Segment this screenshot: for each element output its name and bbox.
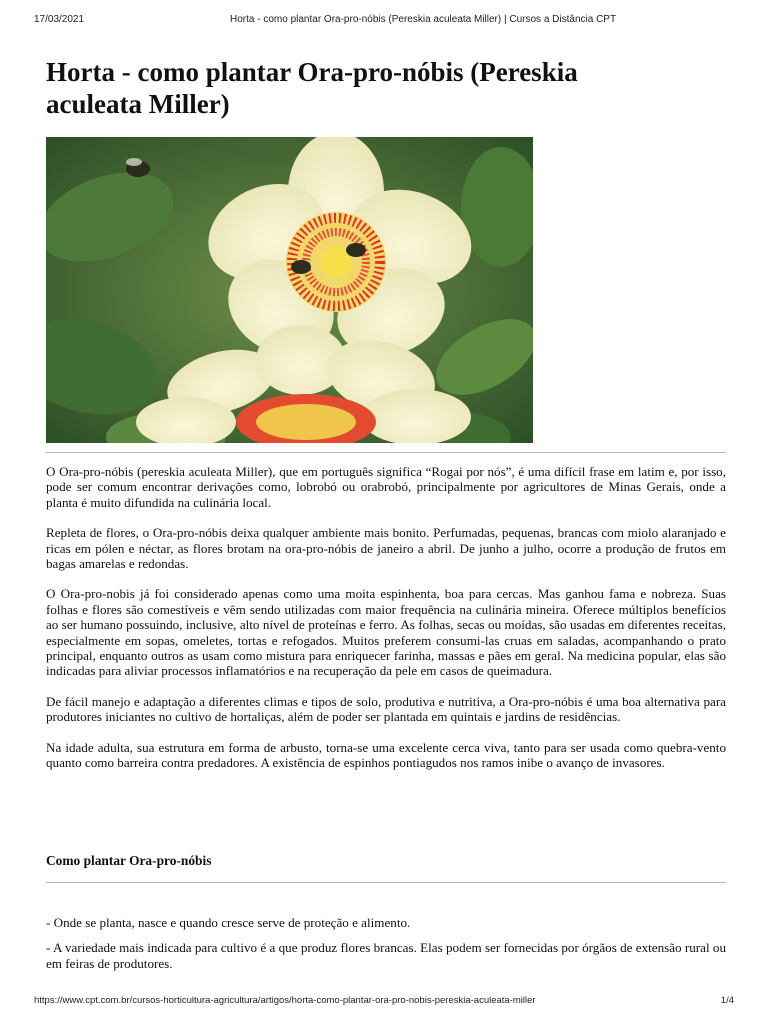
article-body [46,464,726,786]
list-item: - Onde se planta, nasce e quando cresce serve de proteção e alimento. [46,915,411,930]
section-title: Como plantar Ora-pro-nóbis [46,853,212,868]
page-number: 1/4 [720,995,734,1006]
print-page-title: Horta - como plantar Ora-pro-nóbis (Pereskia aculeata Miller) | Cursos a Distância CPT [230,14,617,25]
paragraph: O Ora-pro-nóbis (pereskia aculeata Miller), que em português significa “Rogai por nós”, é uma difícil frase em latim e, por isso, pode ser comum encontrar derivações como, lobrobó ou orabrobó, principalmente por agricultores de Minas Gerais, onde a planta é muito difundida na culinária local. [46,464,726,510]
divider [46,452,726,453]
paragraph: De fácil manejo e adaptação a diferentes climas e tipos de solo, produtiva e nutritiva, a Ora-pro-nóbis é uma boa alternativa para produtores iniciantes no cultivo de hortaliças, além de poder ser plantada em quintais e jardins de residências. [46,693,726,725]
paragraph: Na idade adulta, sua estrutura em forma de arbusto, torna-se uma excelente cerca viva, tanto para ser usada como quebra-vento quanto como barreira contra predadores. A existência de espinhos pontiagudos nos ramos inibe o avanço de invasores. [46,739,726,771]
print-date: 17/03/2021 [34,14,85,25]
print-header [34,14,734,28]
planting-list [46,915,726,981]
flower-photo [46,137,533,443]
article-title: Horta - como plantar Ora-pro-nóbis (Pereskia aculeata Miller) [46,57,578,119]
print-url[interactable]: https://www.cpt.com.br/cursos-horticultura-agricultura/artigos/horta-como-plantar-ora-pro-nobis-pereskia-aculeata-miller [34,995,536,1006]
list-item: - A variedade mais indicada para cultivo é a que produz flores brancas. Elas podem ser fornecidas por órgãos de extensão rural ou em feiras de produtores. [46,940,726,971]
divider [46,882,726,883]
article [46,56,726,971]
paragraph: Repleta de flores, o Ora-pro-nóbis deixa qualquer ambiente mais bonito. Perfumadas, pequenas, brancas com miolo alaranjado e ricas em pólen e néctar, as flores brotam na ora-pro-nóbis de janeiro a abril. De junho a julho, ocorre a produção de frutos em bagas amarelas e redondas. [46,525,726,572]
paragraph: O Ora-pro-nobis já foi considerado apenas como uma moita espinhenta, boa para cercas. Mas ganhou fama e nobreza. Suas folhas e flores são comestíveis e vêm sendo utilizadas com maior frequência na culinária mineira. Oferece múltiplos benefícios ao ser humano possuindo, inclusive, alto nível de proteínas e ferro. As folhas, secas ou moídas, são usadas em diferentes receitas, especialmente em sopas, omeletes, tortas e refogados. Muitos preferem consumi-las cruas em saladas, acompanhando o prato principal, enquanto outros as usam como mistura para enriquecer farinha, massas e pães em geral. Na medicina popular, elas são indicadas para aliviar processos inflamatórios e na recuperação da pele em casos de queimadura. [46,586,726,679]
